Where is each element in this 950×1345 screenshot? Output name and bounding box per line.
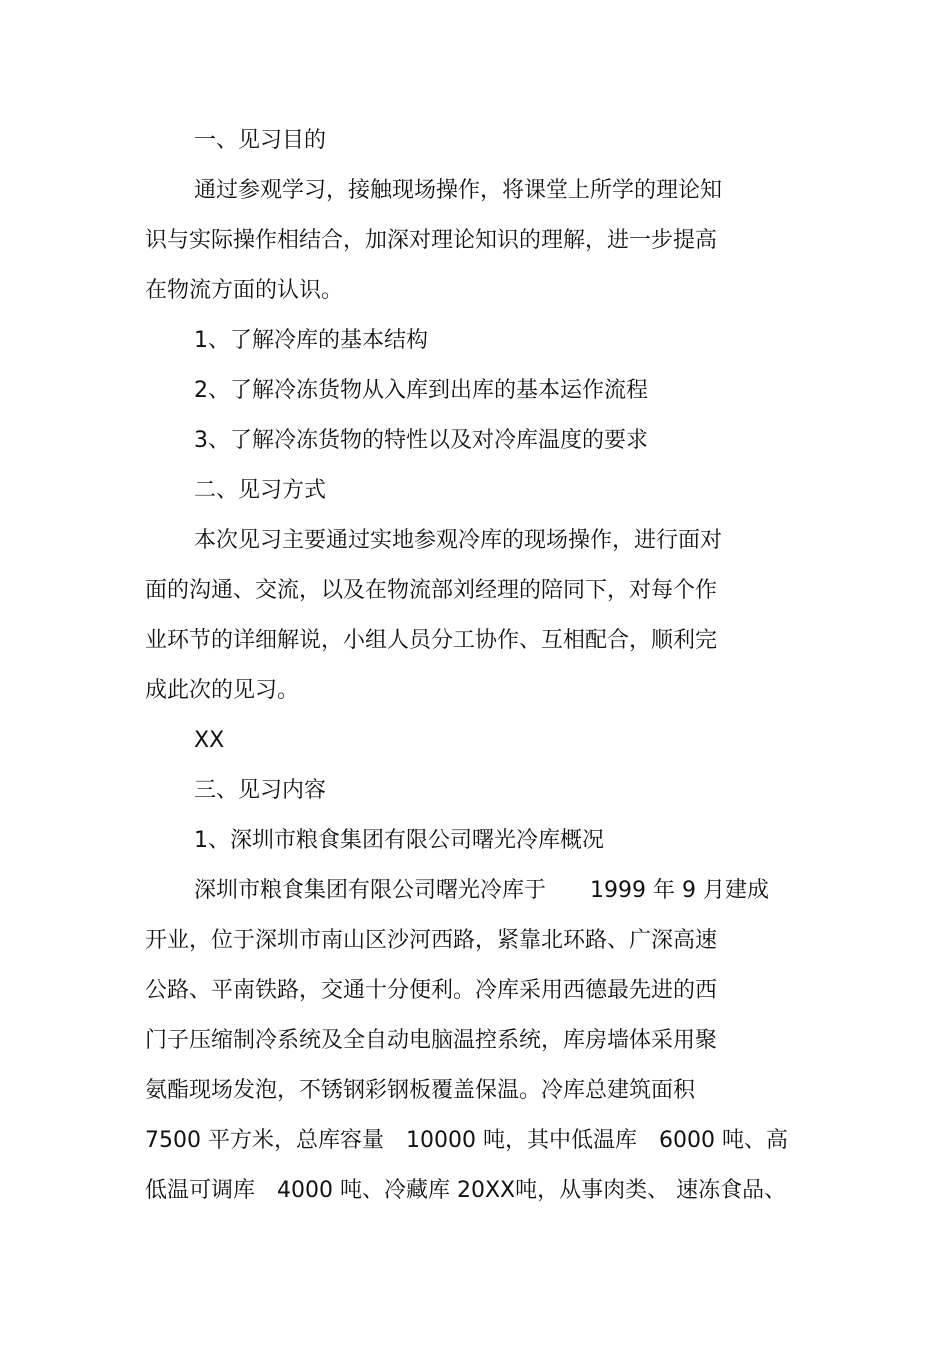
paragraph-line: 公路、平南铁路，交通十分便利。冷库采用西德最先进的西 — [145, 978, 718, 1003]
paragraph-line: 门子压缩制冷系统及全自动电脑温控系统，库房墙体采用聚 — [145, 1028, 718, 1053]
placeholder-text: XX — [194, 728, 225, 753]
paragraph-line: 通过参观学习，接触现场操作，将课堂上所学的理论知 — [194, 178, 723, 203]
paragraph-line: 在物流方面的认识。 — [145, 278, 344, 303]
list-item: 1、了解冷库的基本结构 — [194, 328, 428, 353]
heading-method: 二、见习方式 — [194, 478, 327, 503]
paragraph-line: 业环节的详细解说，小组人员分工协作、互相配合，顺利完 — [145, 628, 718, 653]
heading-content: 三、见习内容 — [194, 778, 327, 803]
paragraph-line: 低温可调库 4000 吨、冷藏库 20XX吨，从事肉类、 速冻食品、 — [145, 1178, 787, 1203]
list-item: 2、了解冷冻货物从入库到出库的基本运作流程 — [194, 378, 648, 403]
heading-purpose: 一、见习目的 — [194, 128, 327, 153]
paragraph-line: 识与实际操作相结合，加深对理论知识的理解，进一步提高 — [145, 228, 718, 253]
paragraph-line: 面的沟通、交流，以及在物流部刘经理的陪同下，对每个作 — [145, 578, 718, 603]
paragraph-line: 深圳市粮食集团有限公司曙光冷库于 1999 年 9 月建成 — [194, 878, 769, 903]
paragraph-line: 成此次的见习。 — [145, 678, 300, 703]
subheading-overview: 1、深圳市粮食集团有限公司曙光冷库概况 — [194, 828, 604, 853]
paragraph-line: 氨酯现场发泡，不锈钢彩钢板覆盖保温。冷库总建筑面积 — [145, 1078, 696, 1103]
paragraph-line: 本次见习主要通过实地参观冷库的现场操作，进行面对 — [194, 528, 723, 553]
paragraph-line: 7500 平方米，总库容量 10000 吨，其中低温库 6000 吨、高 — [145, 1128, 788, 1153]
paragraph-line: 开业，位于深圳市南山区沙河西路，紧靠北环路、广深高速 — [145, 928, 718, 953]
list-item: 3、了解冷冻货物的特性以及对冷库温度的要求 — [194, 428, 648, 453]
